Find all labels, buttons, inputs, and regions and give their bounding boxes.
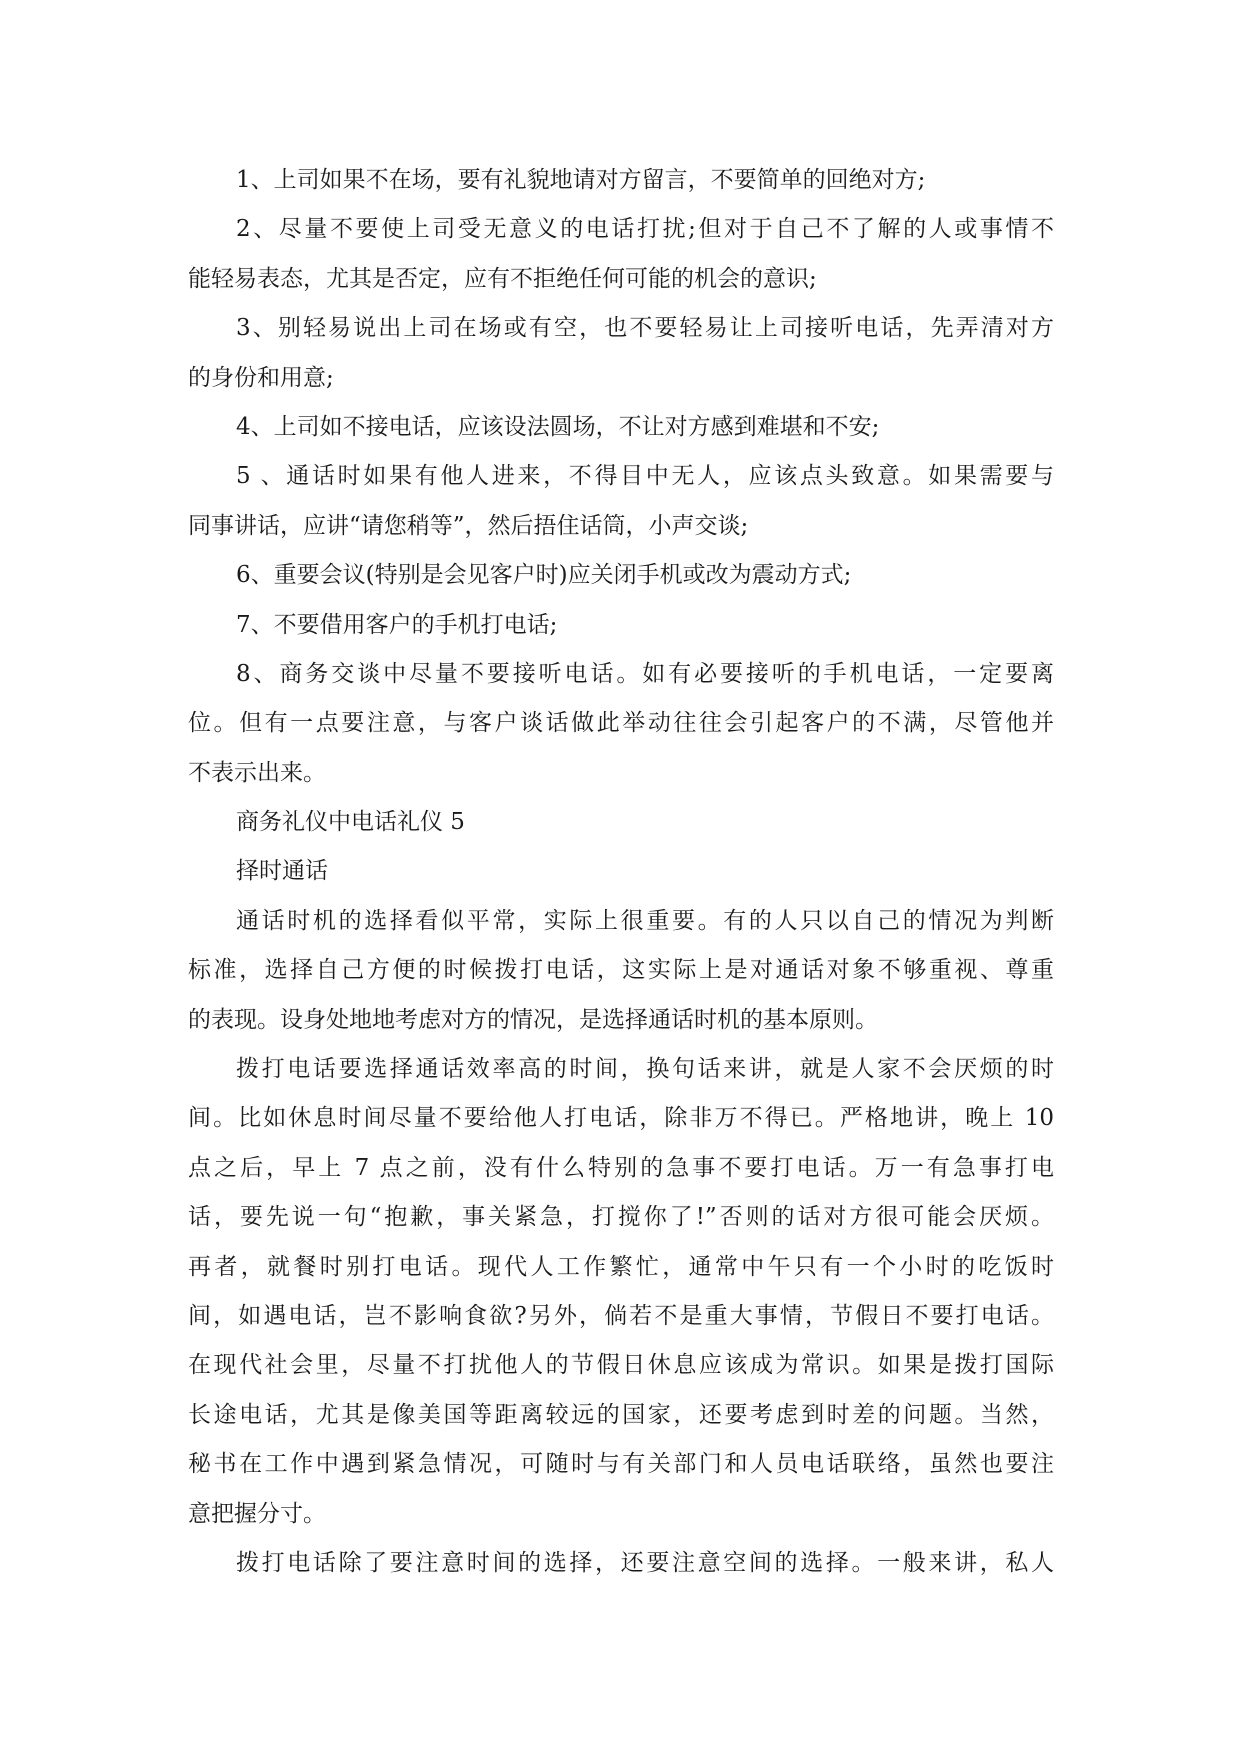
text-line: 8、商务交谈中尽量不要接听电话。如有必要接听的手机电话，一定要离: [236, 660, 1054, 687]
text-line: 间。比如休息时间尽量不要给他人打电话，除非万不得已。严格地讲，晚上 10: [188, 1105, 1054, 1132]
section-heading: 商务礼仪中电话礼仪 5: [236, 809, 465, 836]
text-line: 长途电话，尤其是像美国等距离较远的国家，还要考虑到时差的问题。当然，: [188, 1401, 1054, 1428]
text-line: 位。但有一点要注意，与客户谈话做此举动往往会引起客户的不满，尽管他并: [188, 710, 1054, 737]
text-line: 话，要先说一句“抱歉，事关紧急，打搅你了!”否则的话对方很可能会厌烦。: [188, 1204, 1054, 1231]
text-line: 3、别轻易说出上司在场或有空，也不要轻易让上司接听电话，先弄清对方: [236, 315, 1054, 342]
text-line: 4、上司如不接电话，应该设法圆场，不让对方感到难堪和不安;: [236, 413, 880, 440]
text-line: 2、尽量不要使上司受无意义的电话打扰;但对于自己不了解的人或事情不: [236, 216, 1054, 243]
text-line: 拨打电话要选择通话效率高的时间，换句话来讲，就是人家不会厌烦的时: [236, 1056, 1054, 1083]
document-page: [188, 156, 1054, 1588]
text-line: 同事讲话，应讲“请您稍等”，然后捂住话筒，小声交谈;: [188, 512, 749, 539]
text-line: 1、上司如果不在场，要有礼貌地请对方留言，不要简单的回绝对方;: [236, 167, 926, 193]
text-line: 在现代社会里，尽量不打扰他人的节假日休息应该成为常识。如果是拨打国际: [188, 1352, 1054, 1379]
text-line: 5 、通话时如果有他人进来，不得目中无人，应该点头致意。如果需要与: [236, 463, 1054, 490]
text-line: 拨打电话除了要注意时间的选择，还要注意空间的选择。一般来讲，私人: [236, 1549, 1054, 1576]
text-line: 点之后，早上 7 点之前，没有什么特别的急事不要打电话。万一有急事打电: [188, 1154, 1054, 1181]
text-line: 的表现。设身处地地考虑对方的情况，是选择通话时机的基本原则。: [188, 1006, 878, 1033]
text-line: 7、不要借用客户的手机打电话;: [236, 611, 558, 638]
text-line: 再者，就餐时别打电话。现代人工作繁忙，通常中午只有一个小时的吃饭时: [188, 1253, 1054, 1280]
text-line: 秘书在工作中遇到紧急情况，可随时与有关部门和人员电话联络，虽然也要注: [188, 1451, 1054, 1478]
text-line: 不表示出来。: [188, 759, 326, 786]
text-line: 间，如遇电话，岂不影响食欲?另外，倘若不是重大事情，节假日不要打电话。: [188, 1302, 1054, 1329]
text-line: 意把握分寸。: [188, 1500, 326, 1527]
text-line: 通话时机的选择看似平常，实际上很重要。有的人只以自己的情况为判断: [236, 907, 1054, 934]
text-line: 能轻易表态，尤其是否定，应有不拒绝任何可能的机会的意识;: [188, 265, 817, 292]
text-line: 6、重要会议(特别是会见客户时)应关闭手机或改为震动方式;: [236, 562, 852, 589]
text-line: 标准，选择自己方便的时候拨打电话，这实际上是对通话对象不够重视、尊重: [188, 957, 1054, 984]
subsection-heading: 择时通话: [236, 858, 328, 885]
text-line: 的身份和用意;: [188, 364, 334, 391]
